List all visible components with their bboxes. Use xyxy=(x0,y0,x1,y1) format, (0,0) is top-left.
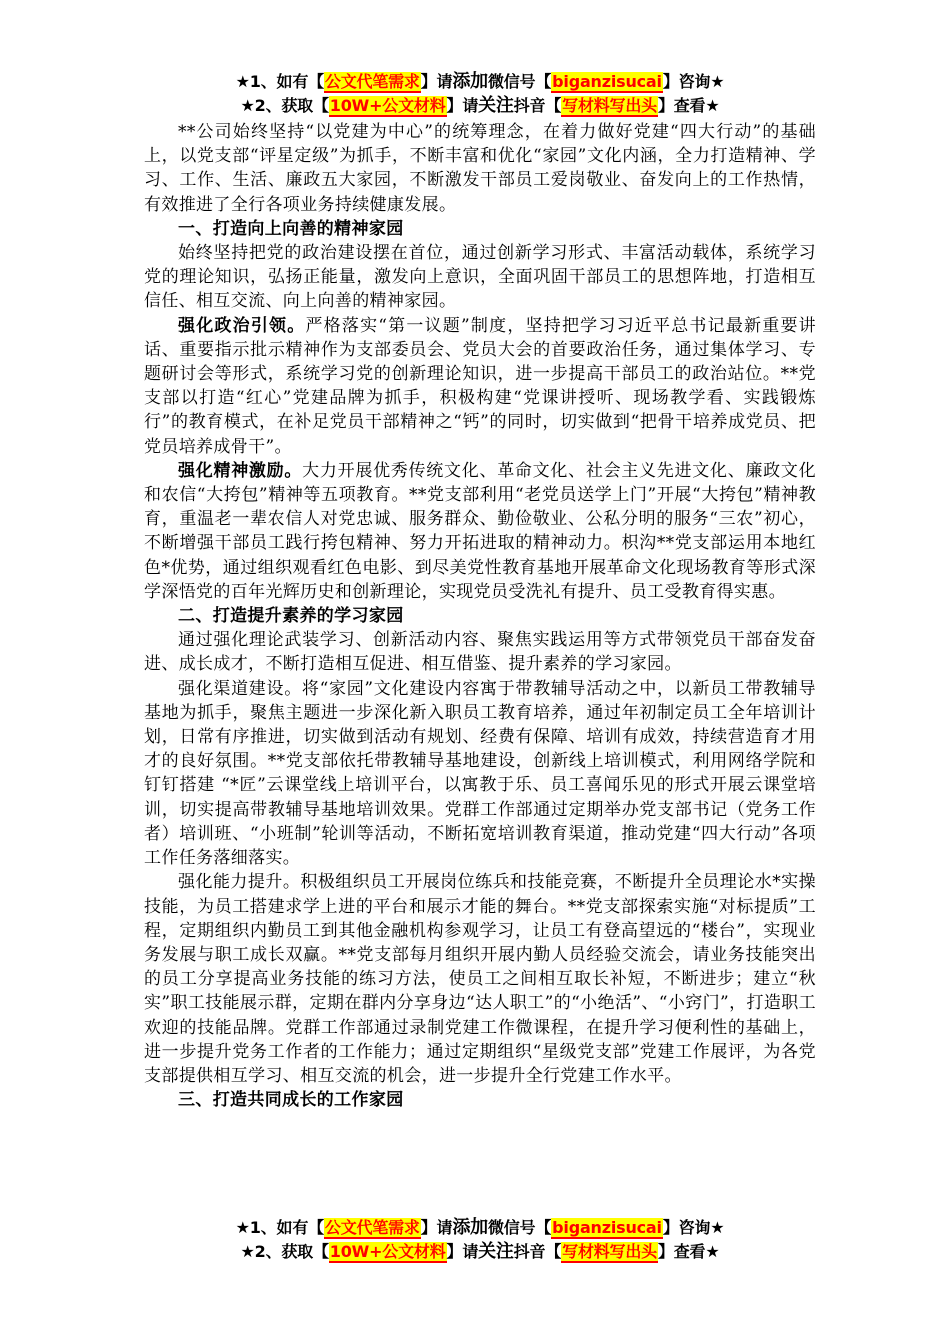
banner-highlight-douyin: 写材料写出头 xyxy=(562,1242,657,1261)
banner-text: 】查看★ xyxy=(657,1242,720,1261)
banner-text: ★1、如有【 xyxy=(235,1218,324,1237)
banner-text: 】请 xyxy=(446,1242,479,1261)
banner-highlight-service: 公文代笔需求 xyxy=(324,1218,420,1237)
banner-emphasis: 关注 xyxy=(478,1241,514,1262)
banner-highlight-materials: 10W+公文材料 xyxy=(329,96,446,115)
paragraph-text: 大力开展优秀传统文化、革命文化、社会主义先进文化、廉政文化和农信“大挎包”精神等五项教育。**党支部利用“老党员送学上门”开展“大挎包”精神教育，重温老一辈农信人对党忠诚、服务群众、勤俭敬业、公私分明的服务“三农”初心，不断增强干部员工践行挎包精神、努力开拓进取的精神动力。枳沟**党支部运用本地红色*优势，通过组织观看红色电影、到尽美党性教育基地开展革命文化现场教育等形式深学深悟党的百年光辉历史和创新理论，实现党员受洗礼有提升、员工受教育得实惠。 xyxy=(144,460,817,602)
banner-text: ★2、获取【 xyxy=(240,96,329,115)
banner-text: 微信号【 xyxy=(487,72,552,91)
banner-highlight-wechat: biganzisucai xyxy=(552,1218,662,1237)
banner-text: ★2、获取【 xyxy=(240,1242,329,1261)
section-heading-3: 三、打造共同成长的工作家园 xyxy=(178,1090,404,1111)
banner-text: 】查看★ xyxy=(657,96,720,115)
banner-text: ★1、如有【 xyxy=(235,72,324,91)
banner-text: 】咨询★ xyxy=(662,72,725,91)
paragraph-lead: 强化政治引领。 xyxy=(178,315,306,336)
paragraph xyxy=(144,459,816,604)
paragraph-text: 严格落实“第一议题”制度，坚持把学习习近平总书记最新重要讲话、重要指示批示精神作为支部委员会、党员大会的首要政治任务，通过集体学习、专题研讨会等形式，系统学习党的创新理论知识，进一步提高干部员工的政治站位。**党支部以打造“红心”党建品牌为抓手，积极构建“党课讲授听、现场教学看、实践锻炼行”的教育模式，在补足党员干部精神之“钙”的同时，切实做到“把骨干培养成党员、把党员培养成骨干”。 xyxy=(144,315,816,457)
banner-emphasis: 添加 xyxy=(452,1217,488,1238)
banner-emphasis: 添加 xyxy=(452,71,488,92)
paragraph: 始终坚持把党的政治建设摆在首位，通过创新学习形式、丰富活动载体，系统学习党的理论知识，弘扬正能量，激发向上意识，全面巩固干部员工的思想阵地，打造相互信任、相互交流、向上向善的精神家园。 xyxy=(144,243,816,312)
banner-bottom-line1 xyxy=(144,1216,816,1240)
banner-top-line2 xyxy=(144,94,816,118)
banner-text: 抖音【 xyxy=(513,96,562,115)
banner-text: 抖音【 xyxy=(513,1242,562,1261)
banner-highlight-materials: 10W+公文材料 xyxy=(329,1242,446,1261)
paragraph: 通过强化理论武装学习、创新活动内容、聚焦实践运用等方式带领党员干部奋发奋进、成长成才，不断打造相互促进、相互借鉴、提升素养的学习家园。 xyxy=(144,630,816,675)
banner-text: 】咨询★ xyxy=(662,1218,725,1237)
banner-text: 】请 xyxy=(420,72,453,91)
banner-highlight-service: 公文代笔需求 xyxy=(324,72,420,91)
paragraph: 强化渠道建设。将“家园”文化建设内容寓于带教辅导活动之中，以新员工带教辅导基地为抓手，聚焦主题进一步深化新入职员工教育培养，通过年初制定员工全年培训计划，日常有序推进，切实做到活动有规划、经费有保障、培训有成效，持续营造育才用才的良好氛围。**党支部依托带教辅导基地建设，创新线上培训模式，利用网络学院和钉钉搭建 “*匠”云课堂线上培训平台，以寓教于乐、员工喜闻乐见的形式开展云课堂培训，切实提高带教辅导基地培训效果。党群工作部通过定期举办党支部书记（党务工作者）培训班、“小班制”轮训等活动，不断拓宽培训教育渠道，推动党建“四大行动”各项工作任务落细落实。 xyxy=(144,678,816,869)
banner-highlight-wechat: biganzisucai xyxy=(552,72,662,91)
banner-top-line1 xyxy=(144,70,816,94)
paragraph-lead: 强化精神激励。 xyxy=(178,460,303,481)
intro-paragraph: **公司始终坚持“以党建为中心”的统筹理念，在着力做好党建“四大行动”的基础上，以党支部“评星定级”为抓手，不断丰富和优化“家园”文化内涵，全力打造精神、学习、工作、生活、廉政五大家园，不断激发干部员工爱岗敬业、奋发向上的工作热情，有效推进了全行各项业务持续健康发展。 xyxy=(144,122,816,215)
section-heading-2: 二、打造提升素养的学习家园 xyxy=(178,606,404,627)
section-heading-1: 一、打造向上向善的精神家园 xyxy=(178,218,404,239)
banner-text: 】请 xyxy=(420,1218,453,1237)
banner-highlight-douyin: 写材料写出头 xyxy=(562,96,657,115)
paragraph xyxy=(144,314,816,459)
banner-text: 】请 xyxy=(446,96,479,115)
paragraph: 强化能力提升。积极组织员工开展岗位练兵和技能竞赛，不断提升全员理论水*实操技能，为员工搭建求学上进的平台和展示才能的舞台。**党支部探索实施“对标提质”工程，定期组织内勤员工到其他金融机构参观学习，让员工有登高望远的“楼台”，实现业务发展与职工成长双赢。**党支部每月组织开展内勤人员经验交流会，请业务技能突出的员工分享提高业务技能的练习方法，使员工之间相互取长补短，不断进步；建立“秋实”职工技能展示群，定期在群内分享身边“达人职工”的“小绝活”、“小窍门”，打造职工欢迎的技能品牌。党群工作部通过录制党建工作微课程，在提升学习便利性的基础上，进一步提升党务工作者的工作能力；通过定期组织“星级党支部”党建工作展评，为各党支部提供相互学习、相互交流的机会，进一步提升全行党建工作水平。 xyxy=(144,872,816,1086)
banner-text: 微信号【 xyxy=(487,1218,552,1237)
banner-emphasis: 关注 xyxy=(478,95,514,116)
document-body xyxy=(144,120,816,1112)
banner-bottom-line2 xyxy=(144,1240,816,1264)
